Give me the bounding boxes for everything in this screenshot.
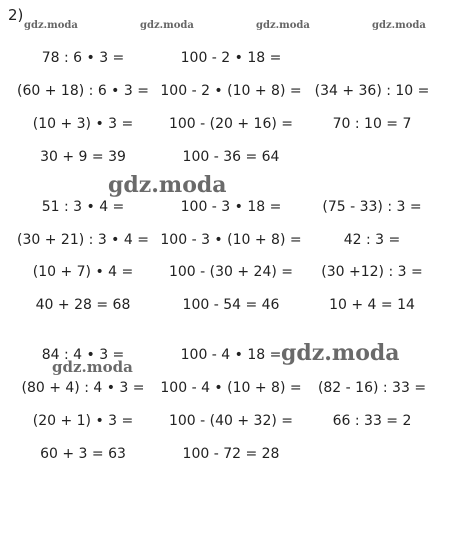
watermark: gdz.moda <box>372 20 426 31</box>
expression: (30 + 21) : 3 • 4 = <box>17 232 149 248</box>
expression: 100 - 72 = 28 <box>182 446 280 462</box>
expression: 78 : 6 • 3 = <box>41 50 125 66</box>
expression: (30 +12) : 3 = <box>321 264 423 280</box>
expression: 100 - 3 • (10 + 8) = <box>160 232 302 248</box>
expression: (75 - 33) : 3 = <box>322 199 422 215</box>
watermark: gdz.moda <box>281 340 400 366</box>
expression: 66 : 33 = 2 <box>332 413 412 429</box>
expression: 100 - 36 = 64 <box>182 149 280 165</box>
expression: 100 - (30 + 24) = <box>168 264 294 280</box>
expression: 60 + 3 = 63 <box>40 446 126 462</box>
expression: 100 - 2 • 18 = <box>180 50 282 66</box>
expression: 84 : 4 • 3 = <box>41 347 125 363</box>
expression: 100 - (20 + 16) = <box>168 116 294 132</box>
task-number: 2) <box>8 6 24 24</box>
expression: 42 : 3 = <box>343 232 401 248</box>
watermark: gdz.moda <box>52 358 133 376</box>
expression: 100 - 3 • 18 = <box>180 199 282 215</box>
expression: 100 - 2 • (10 + 8) = <box>160 83 302 99</box>
watermark: gdz.moda <box>24 20 78 31</box>
watermark: gdz.moda <box>140 20 194 31</box>
expression: (10 + 3) • 3 = <box>32 116 134 132</box>
watermark: gdz.moda <box>108 172 227 198</box>
expression: (60 + 18) : 6 • 3 = <box>17 83 149 99</box>
expression: (82 - 16) : 33 = <box>317 380 427 396</box>
expression: 70 : 10 = 7 <box>332 116 412 132</box>
expression: 40 + 28 = 68 <box>35 297 131 313</box>
expression: 100 - 4 • (10 + 8) = <box>160 380 302 396</box>
expression: 51 : 3 • 4 = <box>41 199 125 215</box>
expression: 10 + 4 = 14 <box>329 297 415 313</box>
expression: (20 + 1) • 3 = <box>32 413 134 429</box>
expression: (80 + 4) : 4 • 3 = <box>21 380 145 396</box>
expression: 100 - 4 • 18 = <box>180 347 282 363</box>
expression: (34 + 36) : 10 = <box>314 83 430 99</box>
expression: 30 + 9 = 39 <box>40 149 126 165</box>
watermark: gdz.moda <box>256 20 310 31</box>
expression: 100 - 54 = 46 <box>182 297 280 313</box>
expression: 100 - (40 + 32) = <box>168 413 294 429</box>
expression: (10 + 7) • 4 = <box>32 264 134 280</box>
